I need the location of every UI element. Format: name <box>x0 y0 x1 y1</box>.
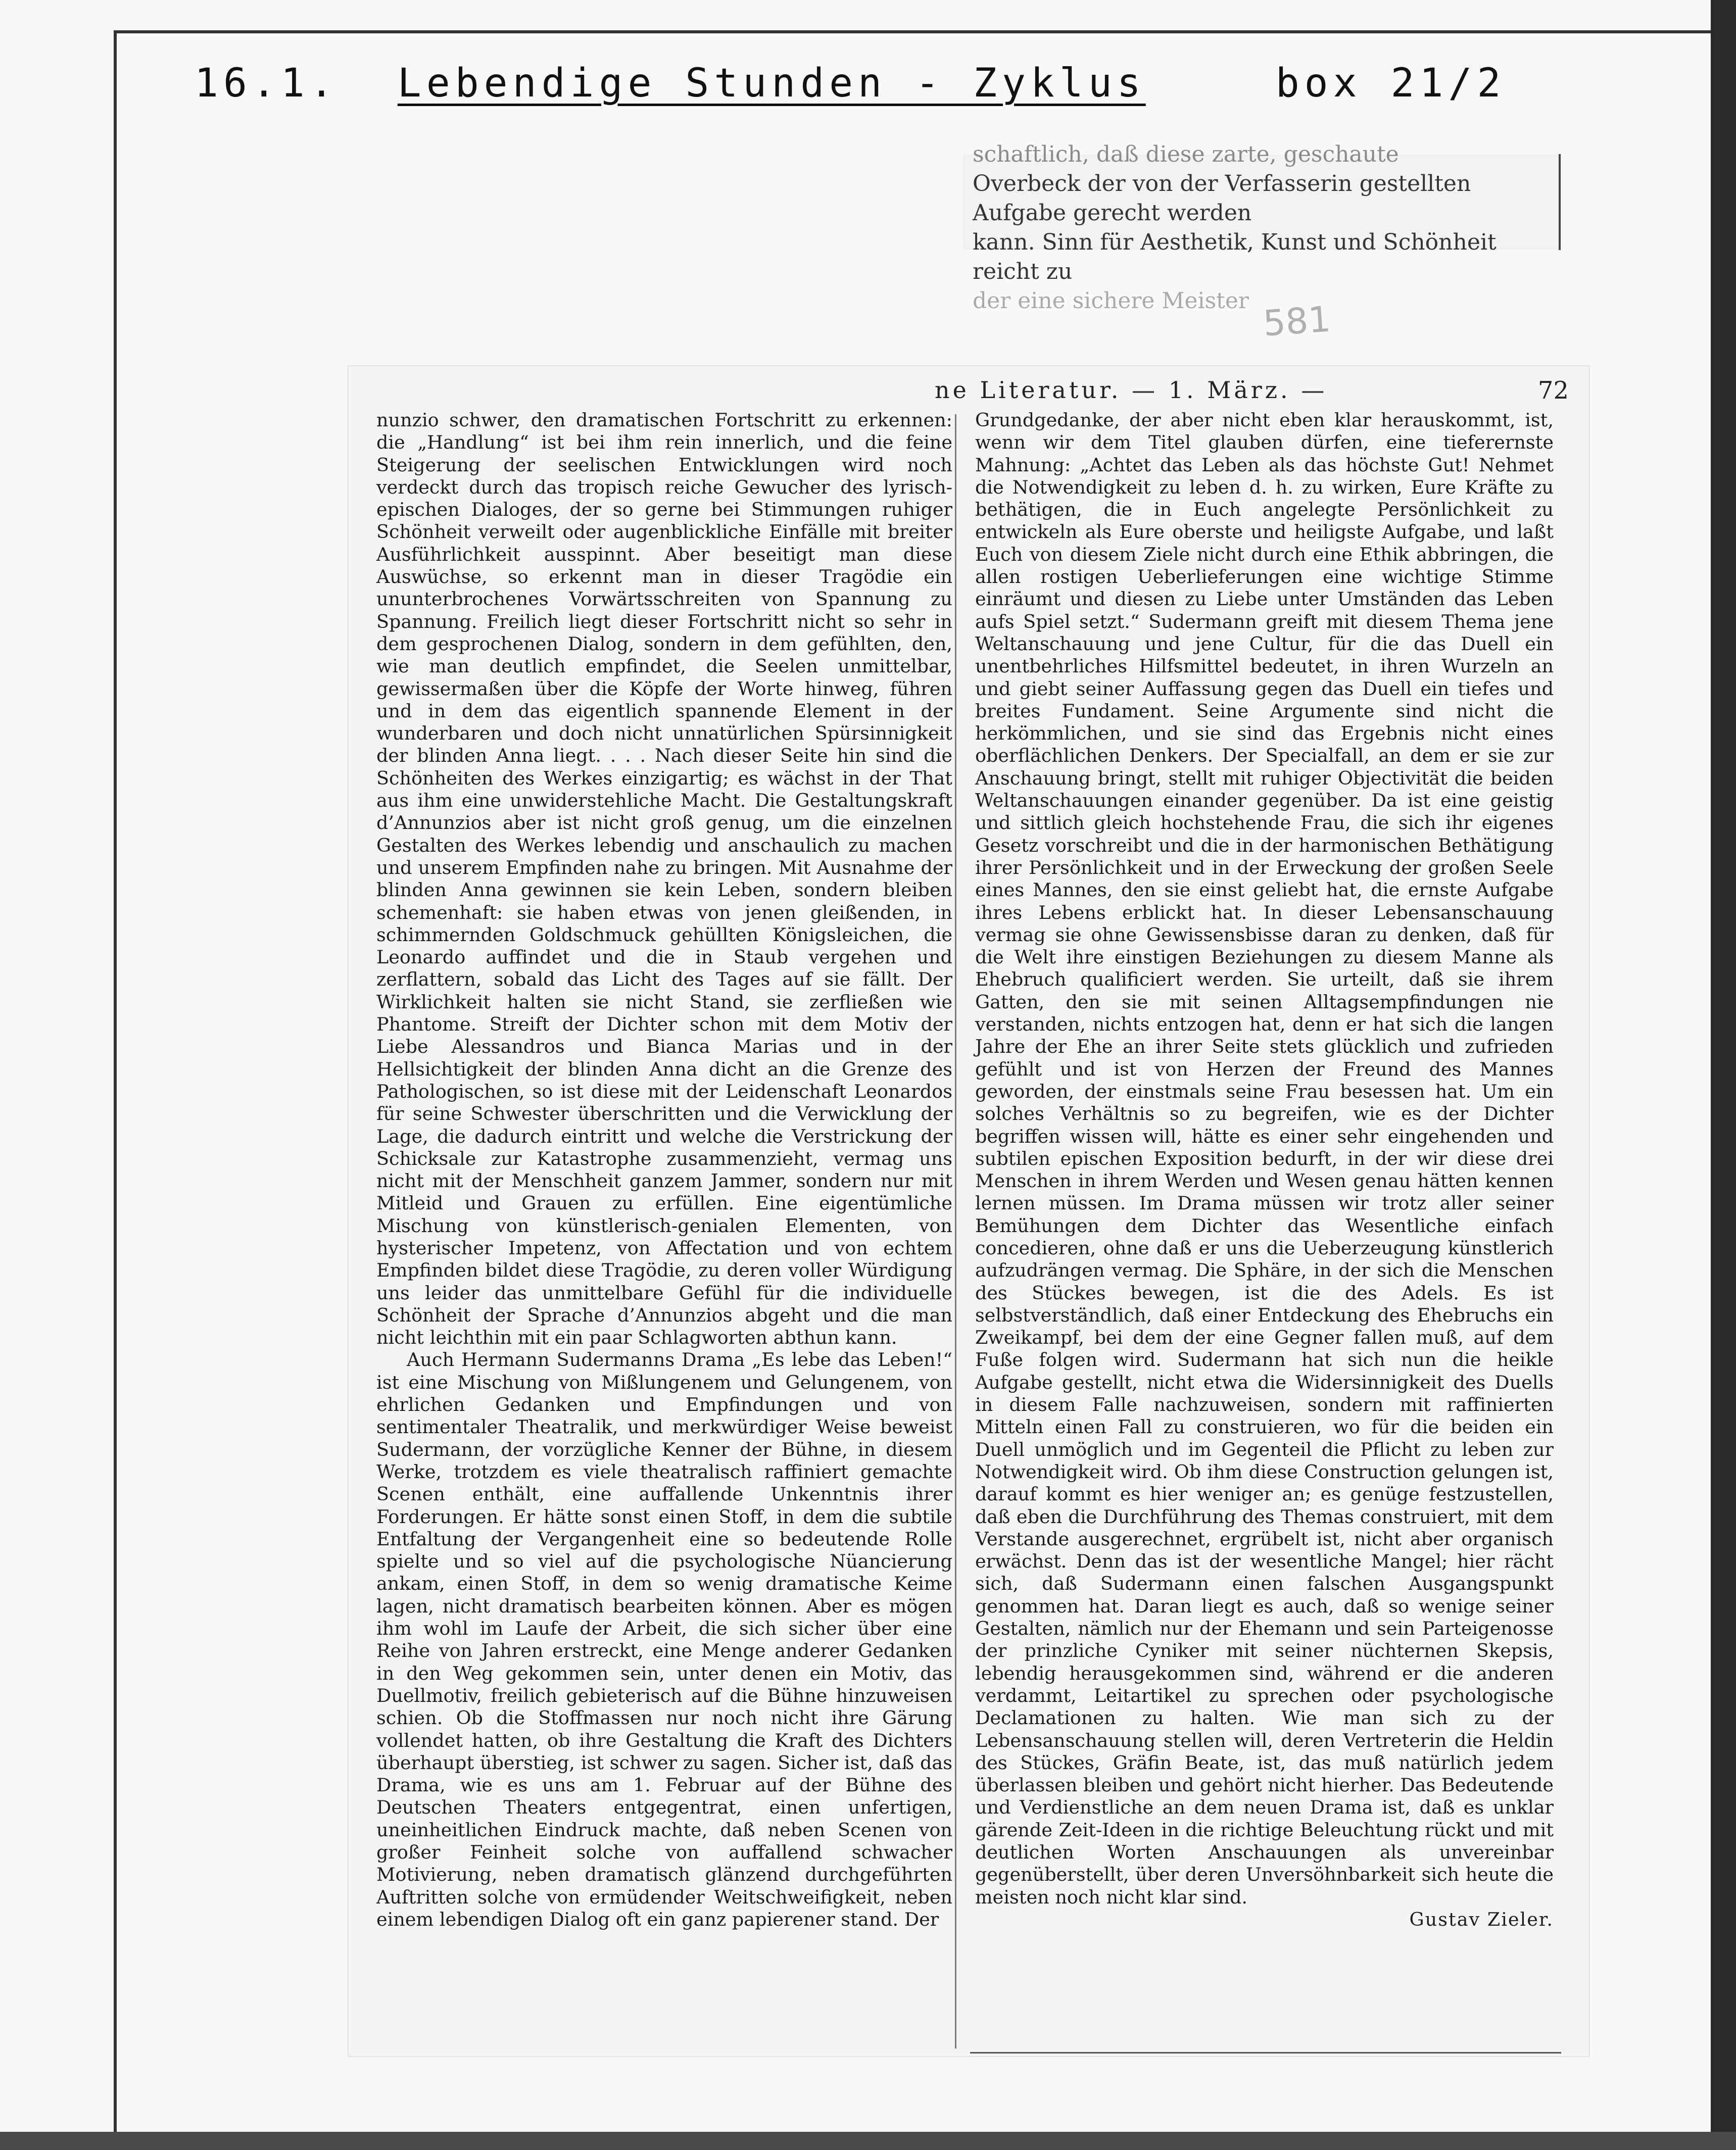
box-label: box 21/2 <box>1275 61 1506 106</box>
column-divider <box>955 414 956 2048</box>
scan-edge-right <box>1711 0 1736 2150</box>
left-paragraph-2: Auch Hermann Sudermanns Drama „Es lebe das Leben!“ ist eine Mischung von Mißlungenem und Gelungenem, von ehrlichen Gedanken und Empfindungen und von sentimentaler Theatralik, und merkwürdiger Weise beweist Sudermann, der vorzügliche Kenner der Bühne, in diesem Werke, trotzdem es viele theatralisch raffiniert gemachte Scenen enthält, eine auffallende Unkenntnis ihrer Forderungen. Er hätte sonst einen Stoff, in dem die subtile Entfaltung der Vergangenheit eine so bedeutende Rolle spielte und so viel auf die psychologische Nüancierung ankam, einen Stoff, in dem so wenig dramatische Keime lagen, nicht dramatisch bearbeiten können. Aber es mögen ihm wohl im Laufe der Arbeit, die sich sicher über eine Reihe von Jahren erstreckt, eine Menge anderer Gedanken in den Weg gekommen sein, unter denen ein Motiv, das Duellmotiv, freilich gebieterisch auf die Bühne hinzuweisen schien. Ob die Stoffmassen nur noch nicht ihre Gärung vollendet hatten, ob ihre Gestaltung die Kraft des Dichters überhaupt überstieg, ist schwer zu sagen. Sicher ist, daß das Drama, wie es uns am 1. Februar auf der Bühne des Deutschen Theaters entgegentrat, einen unfertigen, uneinheitlichen Eindruck machte, daß neben Scenen von großer Feinheit solche von auffallend schwacher Motivierung, neben dramatisch glänzend durchgeführten Auftritten solche von ermüdender Weitschweifigkeit, neben einem lebendigen Dialog oft ein ganz papierener stand. Der <box>376 1349 952 1930</box>
pencil-annotation: 581 <box>1262 298 1332 345</box>
right-column <box>975 409 1554 1931</box>
right-paragraph-1: Grundgedanke, der aber nicht eben klar herauskommt, ist, wenn wir dem Titel glauben dürfen, eine tieferernste Mahnung: „Achtet das Leben als das höchste Gut! Nehmet die Notwendigkeit zu leben d. h. zu wirken, Eure Kräfte zu bethätigen, die in Euch angelegte Persönlichkeit zu entwickeln als Eure oberste und heiligste Aufgabe, und laßt Euch von diesem Ziele nicht durch eine Ethik abbringen, die allen rostigen Ueberlieferungen eine wichtige Stimme einräumt und diesen zu Liebe unter Umständen das Leben aufs Spiel setzt.“ Sudermann greift mit diesem Thema jene Weltanschauung und jene Cultur, für die das Duell ein unentbehrliches Hilfsmittel bedeutet, in ihren Wurzeln an und giebt seiner Auffassung gegen das Duell ein tiefes und breites Fundament. Seine Argumente sind nicht die herkömmlichen, und sie sind das Ergebnis nicht eines oberflächlichen Denkers. Der Specialfall, an dem er sie zur Anschauung bringt, stellt mit ruhiger Objectivität die beiden Weltanschauungen einander gegenüber. Da ist eine geistig und sittlich gleich hochstehende Frau, die sich ihr eigenes Gesetz vorschreibt und die in der harmonischen Bethätigung ihrer Persönlichkeit und in der Erweckung der großen Seele eines Mannes, den sie einst geliebt hat, die ernste Aufgabe ihres Lebens erblickt hat. In dieser Lebensanschauung vermag sie ohne Gewissensbisse daran zu denken, daß für die Welt ihre einstigen Beziehungen zu diesem Manne als Ehebruch qualificiert werden. Sie urteilt, daß sie ihrem Gatten, den sie mit seinen Alltagsempfindungen nie verstanden, nichts entzogen hat, denn er hat sich die langen Jahre der Ehe an ihrer Seite stets glücklich und zufrieden gefühlt und ist von Herzen der Freund des Mannes geworden, der einstmals seine Frau besessen hat. Um ein solches Verhältnis so zu begreifen, wie es der Dichter begriffen wissen will, hätte es einer sehr eingehenden und subtilen epischen Exposition bedurft, in der wir diese drei Menschen in ihrem Werden und Wesen genau hätten kennen lernen müssen. Im Drama müssen wir trotz aller seiner Bemühungen dem Dichter das Wesentliche einfach concedieren, ohne daß er uns die Ueberzeugung künstlerich aufzudrängen vermag. Die Sphäre, in der sich die Menschen des Stückes bewegen, ist die des Adels. Es ist selbstverständlich, daß einer Entdeckung des Ehebruchs ein Zweikampf, bei dem der eine Gegner fallen muß, auf dem Fuße folgen wird. Sudermann hat sich nun die heikle Aufgabe gestellt, nicht etwa die Widersinnigkeit des Duells in diesem Falle nachzuweisen, sondern mit raffinierten Mitteln einen Fall zu construieren, wo für die beiden ein Duell unmöglich und im Gegenteil die Pflicht zu leben zur Notwendigkeit wird. Ob ihm diese Construction gelungen ist, darauf kommt es hier weniger an; es genüge festzustellen, daß eben die Durchführung des Themas construiert, mit dem Verstande ausgerechnet, ergrübelt ist, nicht aber organisch erwächst. Denn das ist der wesentliche Mangel; hier rächt sich, daß Sudermann einen falschen Ausgangspunkt genommen hat. Daran liegt es auch, daß so wenige seiner Gestalten, nämlich nur der Ehemann und sein Parteigenosse der prinzliche Cyniker mit seiner nüchternen Skepsis, lebendig herausgekommen sind, während er die anderen verdammt, Leitartikel zu sprechen oder psychologische Declamationen zu halten. Wie man sich zu der Lebensanschauung stellen will, deren Vertreterin die Heldin des Stückes, Gräfin Beate, ist, das muß natürlich jedem überlassen bleiben und gehört nicht hierher. Das Bedeutende und Verdienstliche an dem neuen Drama ist, daß es unklar gärende Zeit-Ideen in die richtige Beleuchtung rückt und mit deutlichen Worten Anschauungen als unvereinbar gegenüberstellt, über deren Unversöhnbarkeit sich heute die meisten noch nicht klar sind. <box>975 409 1554 1908</box>
scan-edge-bottom <box>0 2132 1736 2150</box>
left-column <box>376 409 952 1931</box>
cycle-title: Lebendige Stunden - Zyklus <box>397 61 1146 106</box>
running-head: ne Literatur. — 1. März. — <box>935 376 1328 404</box>
left-paragraph-1: nunzio schwer, den dramatischen Fortschritt zu erkennen: die „Handlung“ ist bei ihm rein innerlich, und die feine Steigerung der seelischen Entwicklungen wird noch verdeckt durch das tropisch reiche Gewucher des lyrisch-epischen Dialoges, der so gerne bei Stimmungen ruhiger Schönheit verweilt oder augenblickliche Einfälle mit breiter Ausführlichkeit ausspinnt. Aber beseitigt man diese Auswüchse, so erkennt man in dieser Tragödie ein ununterbrochenes Vorwärtsschreiten von Spannung zu Spannung. Freilich liegt dieser Fortschritt nicht so sehr in dem gesprochenen Dialog, sondern in dem gefühlten, den, wie man deutlich empfindet, die Seelen unmittelbar, gewissermaßen über die Köpfe der Worte hinweg, führen und in dem das eigentlich spannende Element in der wunderbaren und doch nicht unnatürlichen Spürsinnigkeit der blinden Anna liegt. . . . Nach dieser Seite hin sind die Schönheiten des Werkes einzigartig; es wächst in der That aus ihm eine unwiderstehliche Macht. Die Gestaltungskraft d’Annunzios aber ist nicht groß genug, um die einzelnen Gestalten des Werkes lebendig und anschaulich zu machen und unserem Empfinden nahe zu bringen. Mit Ausnahme der blinden Anna gewinnen sie kein Leben, sondern bleiben schemenhaft: sie haben etwas von jenen gleißenden, in schimmernden Goldschmuck gehüllten Königsleichen, die Leonardo auffindet und die in Staub vergehen und zerflattern, sobald das Licht des Tages auf sie fällt. Der Wirklichkeit halten sie nicht Stand, sie zerfließen wie Phantome. Streift der Dichter schon mit dem Motiv der Liebe Alessandros und Bianca Marias und in der Hellsichtigkeit der blinden Anna dicht an die Grenze des Pathologischen, so ist diese mit der Leidenschaft Leonardos für seine Schwester überschritten und die Verwicklung der Lage, die dadurch eintritt und welche die Verstrickung der Schicksale zur Katastrophe zusammenzieht, vermag uns nicht mit der Menschheit ganzem Jammer, sondern nur mit Mitleid und Grauen zu erfüllen. Eine eigentümliche Mischung von künstlerisch-genialen Elementen, von hysterischer Impetenz, von Affectation und von echtem Empfinden bildet diese Tragödie, zu deren voller Würdigung uns leider das unmittelbare Gefühl für die individuelle Schönheit der Sprache d’Annunzios abgeht und die man nicht leichthin mit ein paar Schlagworten abthun kann. <box>376 409 952 1349</box>
archive-number: 16.1. <box>195 61 339 106</box>
page-number: 72 <box>1537 376 1569 405</box>
top-clipping-fragment <box>962 141 1561 314</box>
author-signature: Gustav Zieler. <box>1409 1908 1554 1930</box>
newspaper-clipping <box>349 366 1589 2056</box>
top-clip-fragment-bottom: der eine sichere Meister <box>973 288 1249 314</box>
top-clip-line-2: kann. Sinn für Aesthetik, Kunst und Schönheit reicht zu <box>973 229 1497 284</box>
bottom-rule <box>970 2052 1561 2054</box>
top-clip-line-1: Overbeck der von der Verfasserin gestellten Aufgabe gerecht werden <box>973 171 1471 226</box>
archive-header <box>195 61 1506 106</box>
top-clip-fragment-line: schaftlich, daß diese zarte, geschaute <box>973 141 1399 167</box>
